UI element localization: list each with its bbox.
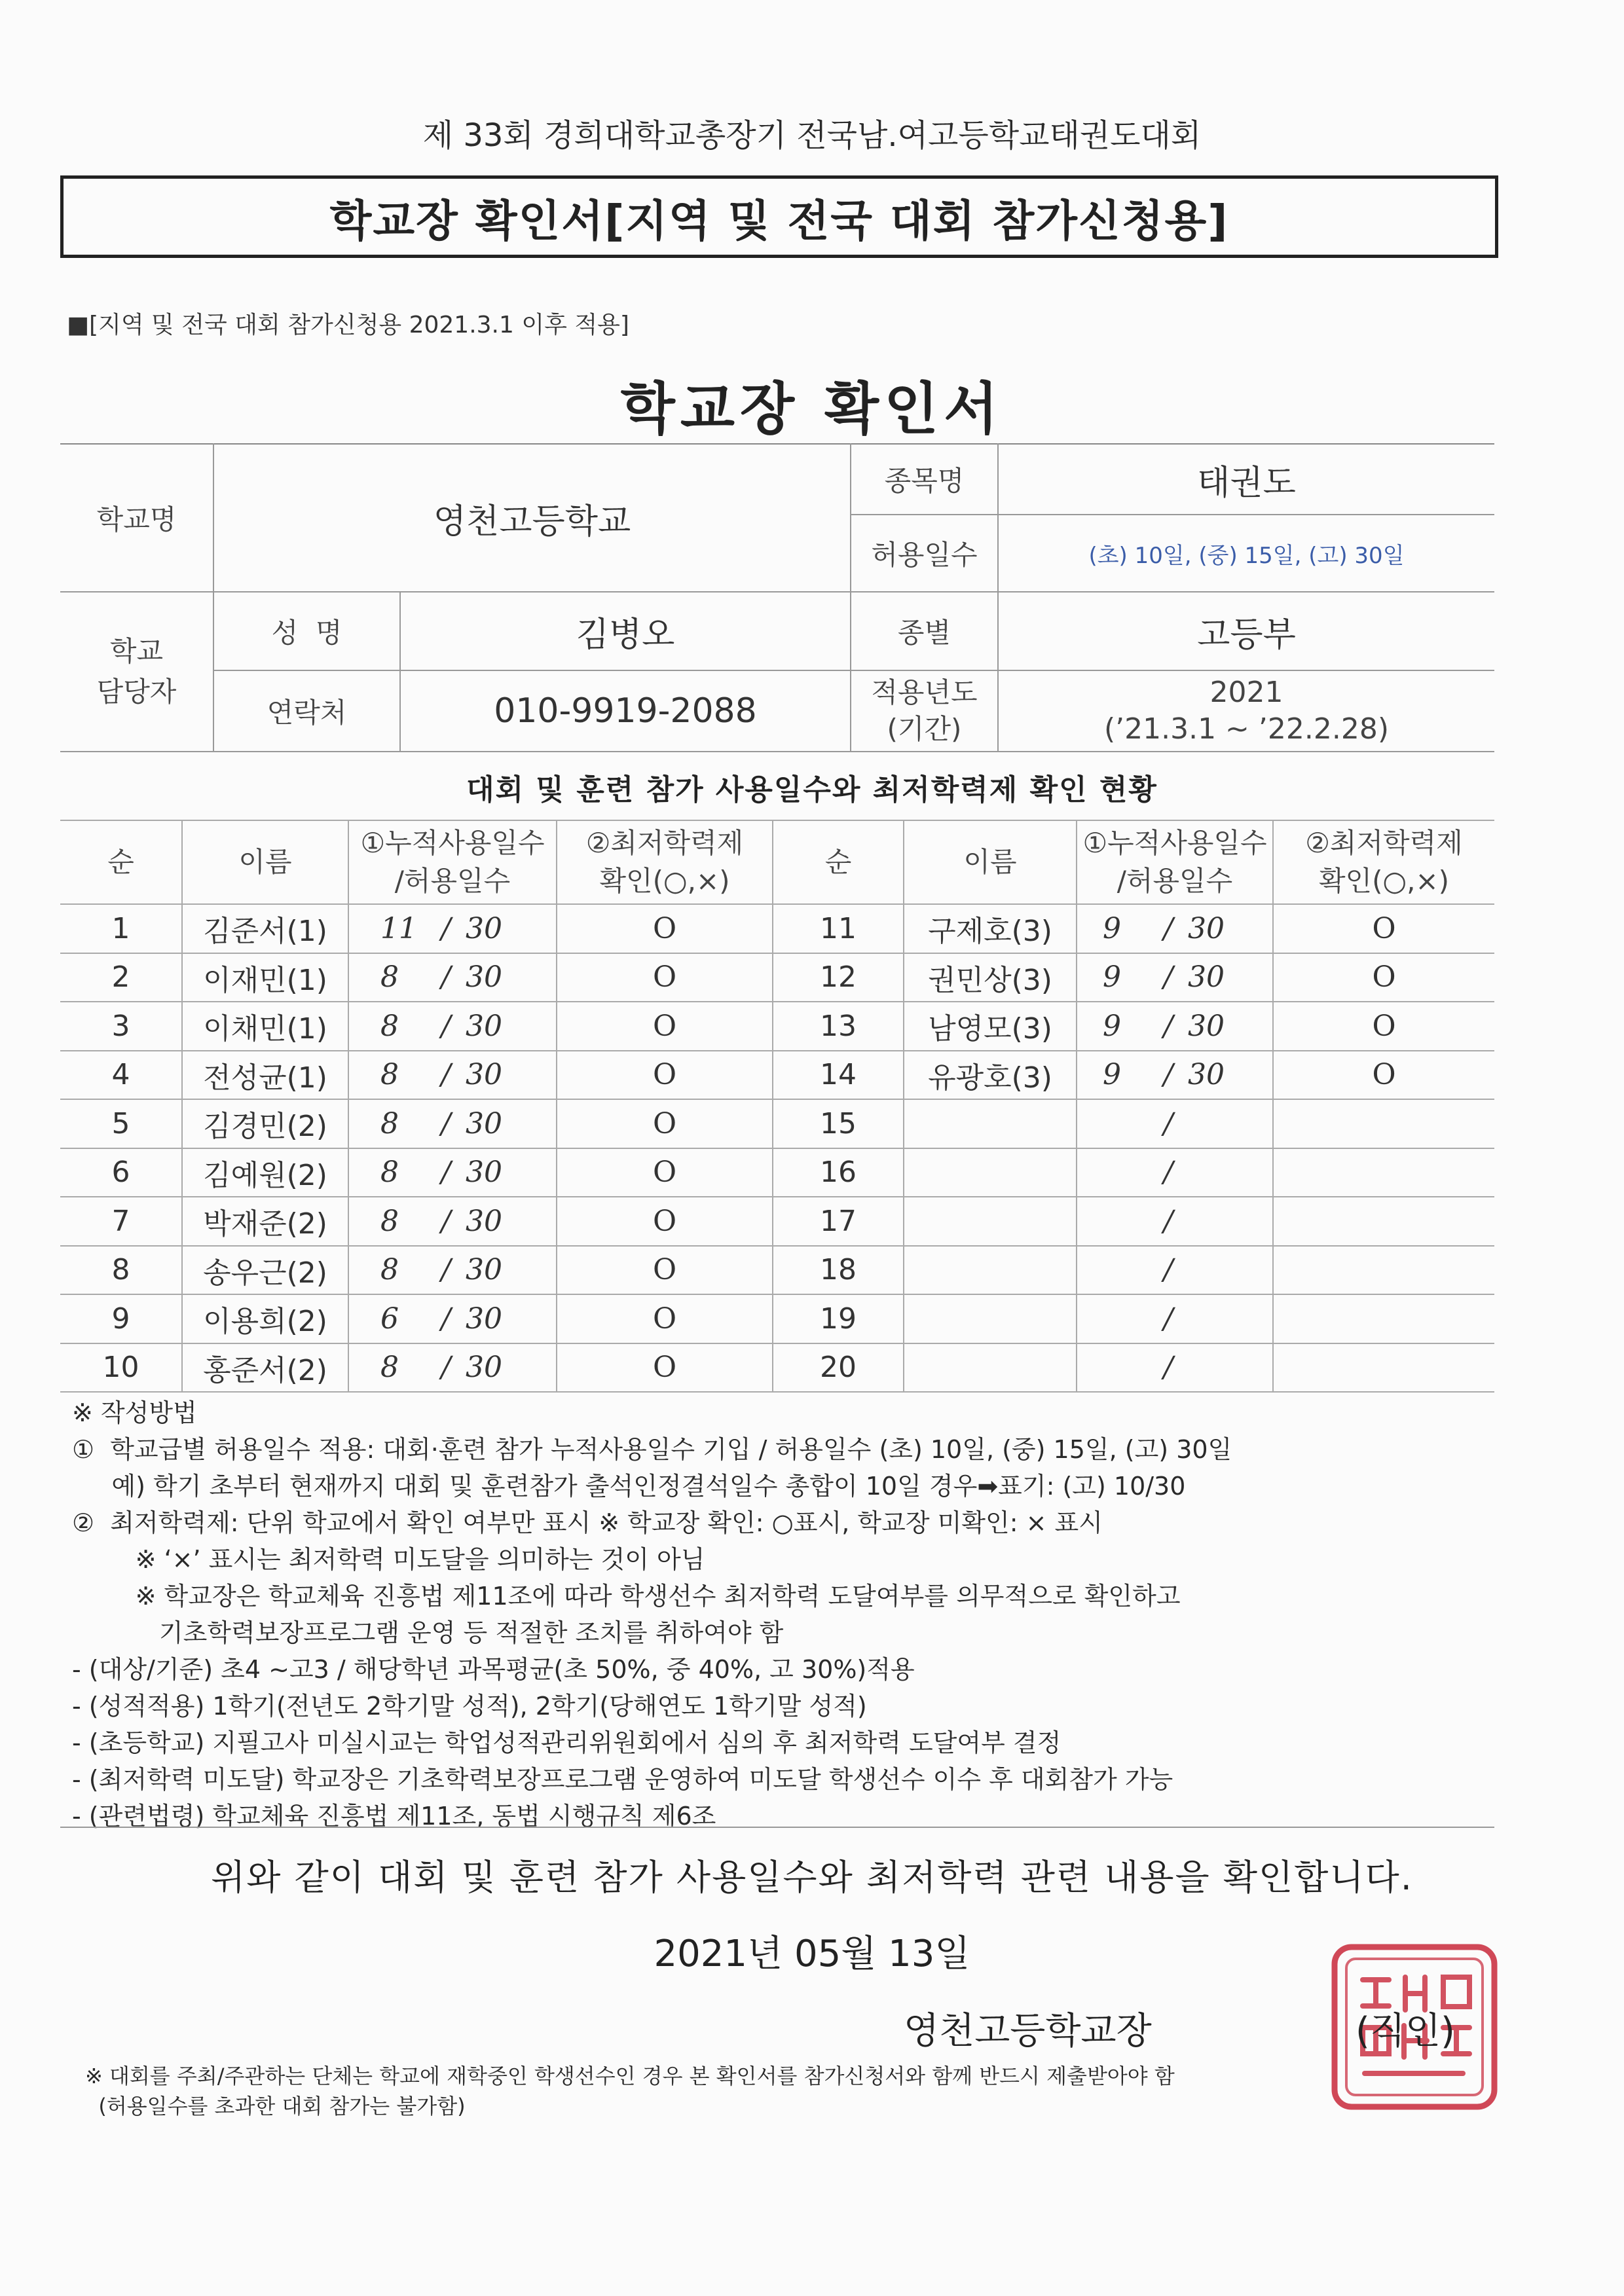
- header-name: 이름: [182, 820, 348, 904]
- used-count: 8: [380, 1156, 399, 1190]
- school-label: 학교명: [60, 444, 213, 592]
- min-academic-check: O: [557, 1246, 773, 1295]
- used-count: 8: [380, 1253, 399, 1287]
- student-name: [904, 1294, 1077, 1343]
- min-academic-check: O: [557, 1002, 773, 1051]
- used-days: [1077, 1099, 1273, 1148]
- row-number: 5: [60, 1099, 182, 1148]
- slash: /: [441, 1302, 451, 1336]
- allowed-count: 30: [1188, 1009, 1225, 1043]
- slash: /: [441, 1351, 451, 1385]
- min-academic-check: [1273, 1343, 1494, 1393]
- allowed-count: 30: [466, 1106, 502, 1140]
- slash: /: [1163, 960, 1173, 994]
- document-title-box: 학교장 확인서[지역 및 전국 대회 참가신청용]: [60, 175, 1498, 258]
- used-count: 9: [1103, 960, 1121, 994]
- instruction-line: - (대상/기준) 초4 ~고3 / 해당학년 과목평균(초 50%, 중 40%, 고 30%)적용: [72, 1655, 915, 1684]
- roster-section-title: 대회 및 훈련 참가 사용일수와 최저학력제 확인 현황: [466, 773, 1158, 807]
- slash: /: [1163, 1156, 1173, 1190]
- min-academic-check: [1273, 1099, 1494, 1148]
- sport-label: 종목명: [851, 444, 998, 515]
- table-row: [60, 1343, 1494, 1393]
- allowed-count: 30: [1188, 911, 1225, 945]
- min-academic-check: O: [557, 904, 773, 953]
- used-days: [1077, 904, 1273, 953]
- row-number: 11: [773, 904, 904, 953]
- used-days: [348, 1343, 557, 1393]
- slash: /: [441, 1058, 451, 1092]
- slash: /: [1163, 911, 1173, 945]
- student-name: 김준서(1): [182, 904, 348, 953]
- min-academic-check: O: [557, 1148, 773, 1197]
- instruction-line: ※ ‘×’ 표시는 최저학력 미도달을 의미하는 것이 아님: [72, 1545, 705, 1574]
- min-academic-check: O: [1273, 904, 1494, 953]
- year-label: 적용년도 (기간): [851, 670, 998, 752]
- slash: /: [441, 1106, 451, 1140]
- row-number: 10: [60, 1343, 182, 1393]
- used-count: 9: [1103, 1009, 1121, 1043]
- instruction-line: - (관련법령) 학교체육 진흥법 제11조, 동법 시행규칙 제6조: [72, 1802, 716, 1831]
- allowed-count: 30: [466, 911, 502, 945]
- header-no: 순: [60, 820, 182, 904]
- student-name: [904, 1197, 1077, 1246]
- contact-value: 010-9919-2088: [400, 670, 851, 752]
- used-count: 8: [380, 1058, 399, 1092]
- school-value: 영천고등학교: [213, 444, 851, 592]
- used-days: [1077, 953, 1273, 1002]
- used-days: [348, 904, 557, 953]
- student-name: 남영모(3): [904, 1002, 1077, 1051]
- instruction-line: ※ 작성방법: [72, 1398, 197, 1427]
- instruction-line: ① 학교급별 허용일수 적용: 대회·훈련 참가 누적사용일수 기입 / 허용일수 (초) 10일, (중) 15일, (고) 30일: [72, 1435, 1232, 1464]
- allowed-count: 30: [1188, 1058, 1225, 1092]
- row-number: 9: [60, 1294, 182, 1343]
- instruction-line: 기초학력보장프로그램 운영 등 적절한 조치를 취하여야 함: [72, 1618, 784, 1647]
- notice-line: ■[지역 및 전국 대회 참가신청용 2021.3.1 이후 적용]: [67, 312, 629, 338]
- min-academic-check: [1273, 1246, 1494, 1295]
- row-number: 4: [60, 1051, 182, 1100]
- slash: /: [1163, 1058, 1173, 1092]
- contact-label: 연락처: [213, 670, 400, 752]
- student-name: [904, 1246, 1077, 1295]
- header-days: ①누적사용일수 /허용일수: [1077, 820, 1273, 904]
- used-days: [1077, 1051, 1273, 1100]
- slash: /: [441, 1253, 451, 1287]
- min-academic-check: [1273, 1294, 1494, 1343]
- used-days: [1077, 1197, 1273, 1246]
- row-number: 19: [773, 1294, 904, 1343]
- name-value: 김병오: [400, 592, 851, 670]
- used-count: 8: [380, 1009, 399, 1043]
- header-no: 순: [773, 820, 904, 904]
- table-row: [60, 953, 1494, 1002]
- row-number: 18: [773, 1246, 904, 1295]
- min-academic-check: O: [1273, 1002, 1494, 1051]
- min-academic-check: [1273, 1148, 1494, 1197]
- student-name: 홍준서(2): [182, 1343, 348, 1393]
- division-label: 종별: [851, 592, 998, 670]
- student-name: 이채민(1): [182, 1002, 348, 1051]
- divider: [60, 1827, 1494, 1828]
- used-count: 9: [1103, 911, 1121, 945]
- instruction-line: - (성적적용) 1학기(전년도 2학기말 성적), 2학기(당해연도 1학기말 성적): [72, 1692, 867, 1721]
- slash: /: [441, 911, 451, 945]
- row-number: 12: [773, 953, 904, 1002]
- row-number: 20: [773, 1343, 904, 1393]
- used-days: [1077, 1246, 1273, 1295]
- header-days: ①누적사용일수 /허용일수: [348, 820, 557, 904]
- row-number: 14: [773, 1051, 904, 1100]
- min-academic-check: O: [557, 953, 773, 1002]
- used-count: 9: [1103, 1058, 1121, 1092]
- used-days: [348, 1148, 557, 1197]
- min-academic-check: O: [557, 1051, 773, 1100]
- table-row: [60, 1099, 1494, 1148]
- table-row: [60, 904, 1494, 953]
- slash: /: [1163, 1253, 1173, 1287]
- instruction-line: - (초등학교) 지필고사 미실시교는 학업성적관리위원회에서 심의 후 최저학력 도달여부 결정: [72, 1728, 1061, 1757]
- allowed-count: 30: [466, 1058, 502, 1092]
- used-days: [348, 1246, 557, 1295]
- event-title: 제 33회 경희대학교총장기 전국남.여고등학교태권도대회: [422, 117, 1202, 154]
- used-days: [348, 1051, 557, 1100]
- min-academic-check: O: [1273, 1051, 1494, 1100]
- header-check: ②최저학력제 확인(○,×): [557, 820, 773, 904]
- slash: /: [441, 1009, 451, 1043]
- allowed-count: 30: [1188, 960, 1225, 994]
- slash: /: [441, 1156, 451, 1190]
- slash: /: [1163, 1351, 1173, 1385]
- row-number: 6: [60, 1148, 182, 1197]
- used-days: [348, 1002, 557, 1051]
- roster-table: [60, 820, 1494, 1393]
- row-number: 1: [60, 904, 182, 953]
- used-count: 11: [380, 911, 417, 945]
- allowed-days-value: (초) 10일, (중) 15일, (고) 30일: [998, 515, 1494, 592]
- student-name: 박재준(2): [182, 1197, 348, 1246]
- row-number: 15: [773, 1099, 904, 1148]
- student-name: 김경민(2): [182, 1099, 348, 1148]
- allowed-count: 30: [466, 1009, 502, 1043]
- confirmation-text: 위와 같이 대회 및 훈련 참가 사용일수와 최저학력 관련 내용을 확인합니다.: [211, 1857, 1413, 1898]
- allowed-count: 30: [466, 1253, 502, 1287]
- row-number: 13: [773, 1002, 904, 1051]
- allowed-count: 30: [466, 1204, 502, 1238]
- min-academic-check: O: [557, 1294, 773, 1343]
- table-row: [60, 1148, 1494, 1197]
- used-days: [1077, 1002, 1273, 1051]
- used-days: [348, 1099, 557, 1148]
- student-name: 김예원(2): [182, 1148, 348, 1197]
- allowed-count: 30: [466, 1351, 502, 1385]
- student-name: 이재민(1): [182, 953, 348, 1002]
- row-number: 2: [60, 953, 182, 1002]
- slash: /: [1163, 1204, 1173, 1238]
- student-name: [904, 1343, 1077, 1393]
- used-days: [348, 1197, 557, 1246]
- instruction-line: ※ 학교장은 학교체육 진흥법 제11조에 따라 학생선수 최저학력 도달여부를 의무적으로 확인하고: [72, 1582, 1181, 1611]
- header-name: 이름: [904, 820, 1077, 904]
- slash: /: [1163, 1009, 1173, 1043]
- info-table: [60, 443, 1494, 752]
- table-row: [60, 1294, 1494, 1343]
- used-days: [1077, 1343, 1273, 1393]
- sport-value: 태권도: [998, 444, 1494, 515]
- table-row: [60, 1002, 1494, 1051]
- manager-label: 학교 담당자: [60, 592, 213, 752]
- slash: /: [1163, 1106, 1173, 1140]
- min-academic-check: O: [557, 1197, 773, 1246]
- used-days: [348, 1294, 557, 1343]
- main-title: 학교장 확인서: [620, 376, 1004, 442]
- seal-label: (직인): [1356, 2010, 1455, 2052]
- row-number: 7: [60, 1197, 182, 1246]
- used-days: [1077, 1294, 1273, 1343]
- table-row: [60, 1051, 1494, 1100]
- division-value: 고등부: [998, 592, 1494, 670]
- instruction-line: ② 최저학력제: 단위 학교에서 확인 여부만 표시 ※ 학교장 확인: ○표시, 학교장 미확인: × 표시: [72, 1508, 1103, 1537]
- used-days: [348, 953, 557, 1002]
- slash: /: [1163, 1302, 1173, 1336]
- student-name: 송우근(2): [182, 1246, 348, 1295]
- instruction-line: - (최저학력 미도달) 학교장은 기초학력보장프로그램 운영하여 미도달 학생선수 이수 후 대회참가 가능: [72, 1765, 1173, 1794]
- min-academic-check: O: [557, 1343, 773, 1393]
- signer-name: 영천고등학교장: [904, 2010, 1152, 2052]
- row-number: 8: [60, 1246, 182, 1295]
- instruction-line: 예) 학기 초부터 현재까지 대회 및 훈련참가 출석인정결석일수 총합이 10일 경우➡표기: (고) 10/30: [72, 1472, 1186, 1501]
- allowed-days-label: 허용일수: [851, 515, 998, 592]
- allowed-count: 30: [466, 1156, 502, 1190]
- footer-note: [85, 2061, 1175, 2121]
- table-row: [60, 1246, 1494, 1295]
- used-count: 8: [380, 1106, 399, 1140]
- min-academic-check: O: [1273, 953, 1494, 1002]
- slash: /: [441, 960, 451, 994]
- allowed-count: 30: [466, 960, 502, 994]
- roster-header-row: [60, 820, 1494, 904]
- student-name: 전성균(1): [182, 1051, 348, 1100]
- year-value: 2021 (’21.3.1 ~ ’22.2.28): [998, 670, 1494, 752]
- roster-body: [60, 904, 1494, 1392]
- student-name: 이용희(2): [182, 1294, 348, 1343]
- row-number: 16: [773, 1148, 904, 1197]
- name-label: 성 명: [213, 592, 400, 670]
- row-number: 17: [773, 1197, 904, 1246]
- slash: /: [441, 1204, 451, 1238]
- footer-line: (허용일수를 초과한 대회 참가는 불가함): [85, 2094, 466, 2119]
- issue-date: 2021년 05월 13일: [654, 1933, 970, 1975]
- student-name: [904, 1099, 1077, 1148]
- student-name: 권민상(3): [904, 953, 1077, 1002]
- used-count: 6: [380, 1302, 399, 1336]
- header-check: ②최저학력제 확인(○,×): [1273, 820, 1494, 904]
- min-academic-check: [1273, 1197, 1494, 1246]
- student-name: 구제호(3): [904, 904, 1077, 953]
- footer-line: ※ 대회를 주최/주관하는 단체는 학교에 재학중인 학생선수인 경우 본 확인서를 참가신청서와 함께 반드시 제출받아야 함: [85, 2064, 1175, 2088]
- instructions: [72, 1394, 1513, 1834]
- used-count: 8: [380, 960, 399, 994]
- student-name: [904, 1148, 1077, 1197]
- min-academic-check: O: [557, 1099, 773, 1148]
- used-days: [1077, 1148, 1273, 1197]
- table-row: [60, 1197, 1494, 1246]
- row-number: 3: [60, 1002, 182, 1051]
- used-count: 8: [380, 1351, 399, 1385]
- allowed-count: 30: [466, 1302, 502, 1336]
- used-count: 8: [380, 1204, 399, 1238]
- student-name: 유광호(3): [904, 1051, 1077, 1100]
